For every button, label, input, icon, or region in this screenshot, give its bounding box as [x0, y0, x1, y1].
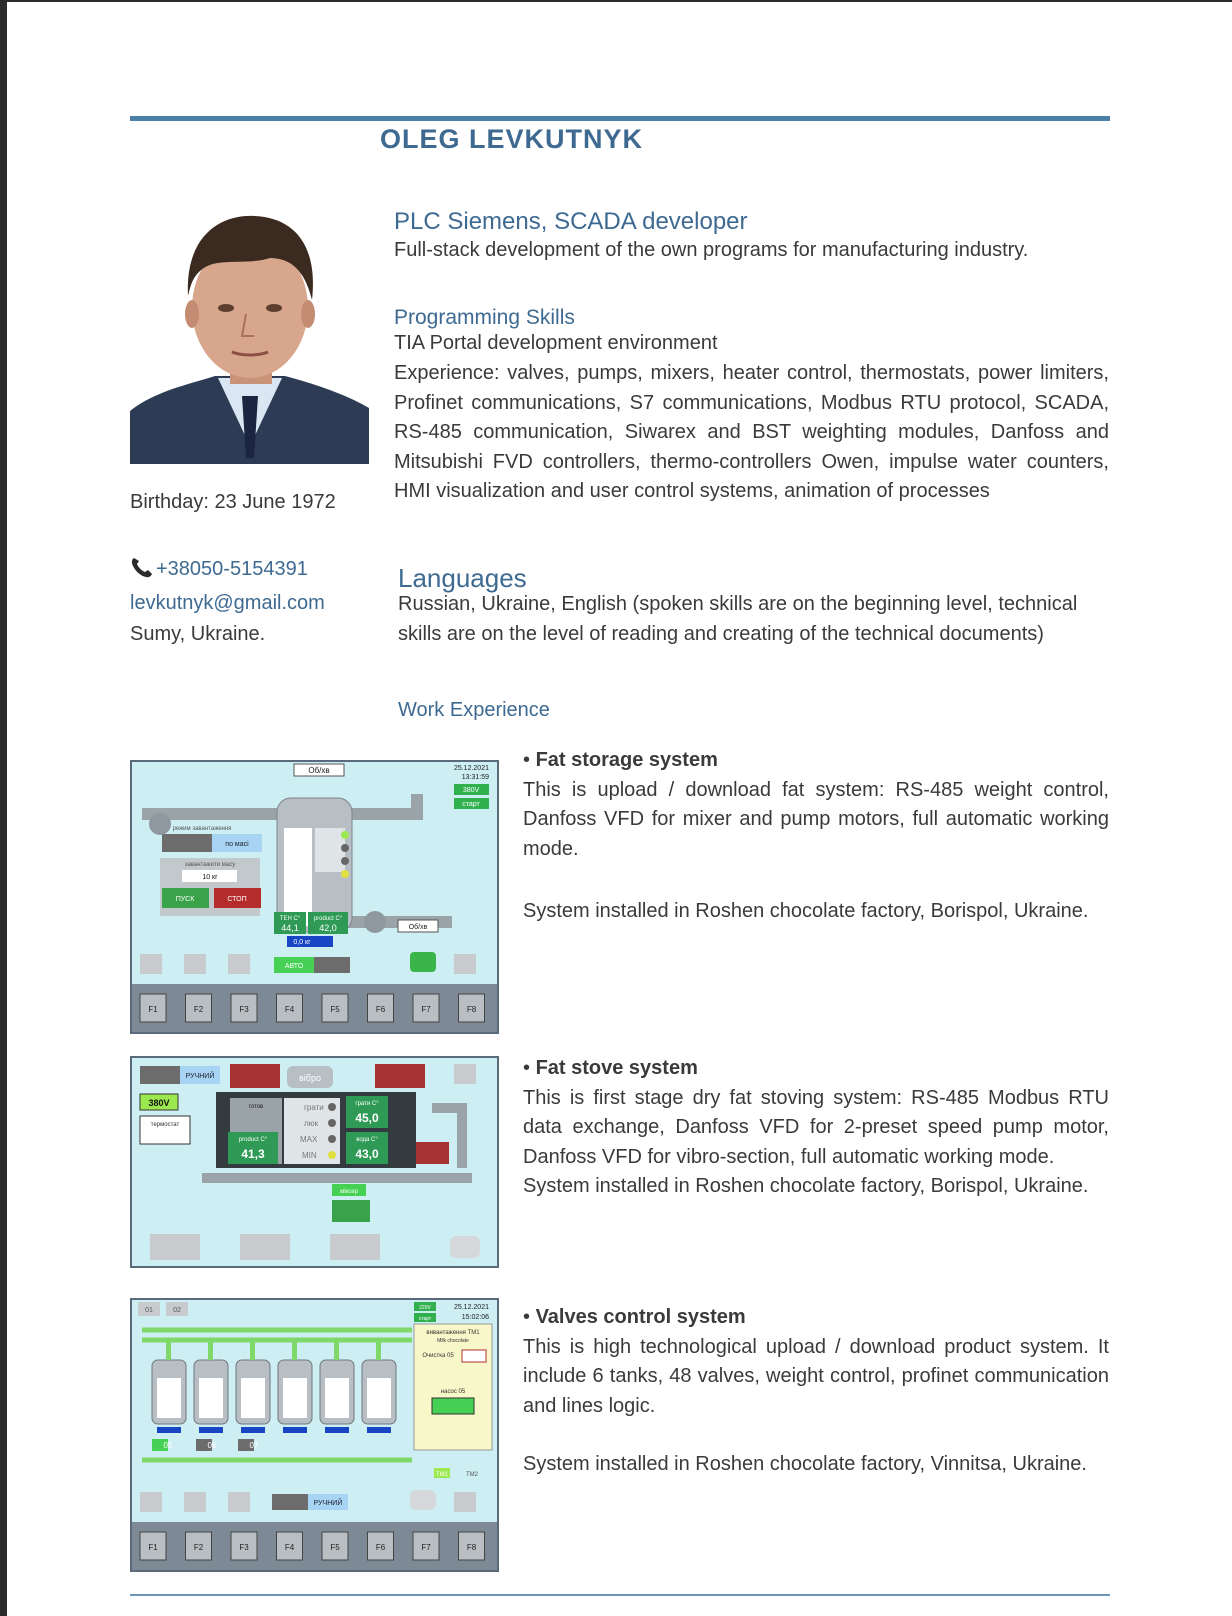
hmi3-unload-label: вивантаження ТМ1: [426, 1330, 480, 1336]
hmi3-tm1: ТМ1: [436, 1472, 448, 1478]
hmi1-ten-value: 44,1: [281, 923, 299, 933]
hmi1-time: 13:31:59: [461, 774, 489, 781]
function-key-label: F3: [239, 1005, 249, 1014]
hmi1-load-label: завантажити масу: [184, 862, 236, 868]
hmi3-time: 15:02:06: [461, 1314, 489, 1321]
profile-photo: [130, 196, 369, 464]
hmi3-line-07[interactable]: 07: [249, 1441, 259, 1450]
languages-heading: Languages: [398, 563, 527, 593]
hmi1-start-button[interactable]: ПУСК: [175, 896, 195, 903]
hmi1-mass: 0,0 кг: [293, 939, 311, 946]
hmi1-product-label: product C°: [313, 916, 343, 922]
phone-number[interactable]: +38050-5154391: [156, 558, 308, 580]
hmi2-volt: 380V: [148, 1098, 170, 1108]
work-item-desc: This is first stage dry fat stoving system: RS-485 Modbus RTU data exchange, Danfoss VFD for 2-preset speed pump motor, Danfoss VFD for vibro-section, full automatic working mode.: [523, 1086, 1109, 1168]
hmi3-tank-tab-02[interactable]: 02: [173, 1307, 181, 1314]
hmi3-line-05[interactable]: 05: [163, 1441, 173, 1450]
tank-level-window: [241, 1378, 265, 1418]
tank-weight-readout: [283, 1427, 307, 1433]
tank-level-window: [283, 1378, 307, 1418]
hmi3-manual-mode[interactable]: РУЧНИЙ: [313, 1500, 343, 1507]
hmi2-product-value: 41,3: [241, 1147, 265, 1161]
window-frame-left: [0, 0, 7, 1616]
hmi1-product-value: 42,0: [319, 923, 337, 933]
hmi1-mode-value: по масі: [225, 841, 249, 848]
hmi1-auto-mode[interactable]: АВТО: [284, 963, 304, 970]
function-key-label: F7: [421, 1005, 431, 1014]
role-title: PLC Siemens, SCADA developer: [394, 208, 748, 235]
hmi2-water-value: 43,0: [355, 1147, 379, 1161]
function-key-label: F2: [193, 1005, 204, 1014]
skills-tia: TIA Portal development environment: [394, 332, 718, 354]
tank-inlet-pipe: [250, 1340, 255, 1360]
hmi1-speed-top: Об/хв: [308, 766, 330, 775]
tank-weight-readout: [325, 1427, 349, 1433]
function-key-label: F3: [239, 1543, 249, 1552]
birthday: Birthday: 23 June 1972: [130, 491, 336, 513]
hmi1-stop-button[interactable]: СТОП: [227, 896, 247, 903]
function-key-label: F2: [193, 1543, 204, 1552]
hmi2-product-c: product C°: [238, 1137, 268, 1143]
location: Sumy, Ukraine.: [130, 623, 266, 645]
tank-inlet-pipe: [208, 1340, 213, 1360]
phone-icon: [130, 556, 156, 584]
skills-heading: Programming Skills: [394, 306, 575, 329]
hmi2-grates-c: грати C°: [355, 1101, 379, 1107]
hmi2-manual-mode[interactable]: РУЧНИЙ: [185, 1073, 215, 1080]
skills-experience: Experience: valves, pumps, mixers, heater control, thermostats, power limiters, Profinet communications, S7 communications, Modbus RTU protocol, SCADA, RS-485 communication, Siwarex and BST weighting modules, Danfoss and Mitsubishi FVD controllers, thermo-controllers Owen, impulse water counters, HMI visualization and user control systems, animation of processes: [394, 362, 1109, 502]
tank-inlet-pipe: [292, 1340, 297, 1360]
function-key-label: F8: [466, 1005, 477, 1014]
work-item-installed: System installed in Roshen chocolate factory, Vinnitsa, Ukraine.: [523, 1453, 1087, 1475]
work-item-installed: System installed in Roshen chocolate factory, Borispol, Ukraine.: [523, 900, 1089, 922]
window-frame-top: [0, 0, 1232, 2]
function-key-label: F1: [148, 1543, 158, 1552]
hmi1-volt: 380V: [462, 787, 480, 794]
tank-level-window: [367, 1378, 391, 1418]
hmi-fat-storage-screenshot: [130, 760, 499, 1034]
hmi3-tank-tab-01[interactable]: 01: [145, 1307, 153, 1314]
work-item-desc: This is high technological upload / download product system. It include 6 tanks, 48 valves, weight control, profinet communication and lines logic.: [523, 1335, 1109, 1417]
email-line[interactable]: [130, 592, 325, 615]
function-key-label: F6: [375, 1005, 386, 1014]
function-key-label: F5: [330, 1005, 340, 1014]
function-key-label: F4: [284, 1543, 295, 1552]
hmi3-tm2: ТМ2: [466, 1472, 478, 1478]
phone-line[interactable]: [130, 556, 308, 584]
tank-level-window: [199, 1378, 223, 1418]
hmi3-milk-label: Milk chocolate: [437, 1338, 469, 1344]
tank-weight-readout: [157, 1427, 181, 1433]
tank-level-window: [157, 1378, 181, 1418]
hmi2-min: MIN: [302, 1151, 317, 1160]
hmi3-clean-label: Очистка 05: [422, 1353, 454, 1359]
hmi1-start: старт: [462, 801, 480, 808]
work-item-2: • Fat stove system This is first stage dry fat stoving system: RS-485 Modbus RTU data exchange, Danfoss VFD for 2-preset speed pump motor, Danfoss VFD for vibro-section, full automatic working mode. System installed in Roshen chocolate factory, Borispol, Ukraine.: [523, 1054, 1109, 1202]
work-item-title: Fat storage system: [535, 749, 718, 771]
tank-level-window: [325, 1378, 349, 1418]
function-key-label: F7: [421, 1543, 431, 1552]
header-rule: [130, 116, 1110, 121]
hmi3-date: 25.12.2021: [453, 1304, 489, 1311]
email-link[interactable]: levkutnyk@gmail.com: [130, 592, 325, 614]
hmi2-thermostat: термостат: [150, 1122, 180, 1128]
hmi1-speed-bottom: Об/хв: [408, 924, 428, 931]
hmi-valves-control-screenshot: [130, 1298, 499, 1572]
hmi3-pump-label: насос 05: [440, 1389, 466, 1395]
work-item-1: • Fat storage system This is upload / download fat system: RS-485 weight control, Danfoss VFD for mixer and pump motors, full automatic working mode. System installed in Roshen chocolate factory, Borispol, Ukraine.: [523, 746, 1109, 929]
tank-weight-readout: [367, 1427, 391, 1433]
hmi3-volt: 220V: [419, 1305, 431, 1311]
function-key-label: F4: [284, 1005, 295, 1014]
hmi2-mixer: міксер: [340, 1189, 358, 1195]
hmi2-vibro: вібро: [299, 1073, 321, 1083]
tank-inlet-pipe: [166, 1340, 171, 1360]
hmi1-date: 25.12.2021: [453, 765, 489, 772]
hmi-fat-stove-screenshot: [130, 1056, 499, 1268]
candidate-name: OLEG LEVKUTNYK: [380, 124, 644, 154]
work-item-desc: This is upload / download fat system: RS-485 weight control, Danfoss VFD for mixer and pump motors, full automatic working mode.: [523, 778, 1109, 860]
tank-inlet-pipe: [334, 1340, 339, 1360]
hmi1-mode-label: режим завантаження: [172, 826, 232, 832]
function-key-label: F1: [148, 1005, 158, 1014]
function-key-label: F8: [466, 1543, 477, 1552]
footer-rule: [130, 1594, 1110, 1596]
work-item-title: Valves control system: [535, 1306, 746, 1328]
hmi1-ten-label: ТЕН С°: [279, 916, 301, 922]
hmi2-max: MAX: [300, 1135, 318, 1144]
hmi2-hatch: люк: [304, 1119, 319, 1128]
hmi2-grates-value: 45,0: [355, 1111, 379, 1125]
tank-weight-readout: [241, 1427, 265, 1433]
hmi2-grates: грати: [304, 1103, 324, 1112]
tank-weight-readout: [199, 1427, 223, 1433]
hmi2-water-c: вода C°: [356, 1137, 378, 1143]
work-heading: Work Experience: [398, 699, 550, 721]
work-item-3: • Valves control system This is high technological upload / download product system. It include 6 tanks, 48 valves, weight control, profinet communication and lines logic. System installed in Roshen chocolate factory, Vinnitsa, Ukraine.: [523, 1303, 1109, 1480]
hmi2-ready: готов: [248, 1104, 264, 1110]
work-item-title: Fat stove system: [535, 1057, 698, 1079]
languages-text: Russian, Ukraine, English (spoken skills are on the beginning level, technical skills are on the level of reading and creating of the technical documents): [398, 593, 1078, 645]
hmi3-start: старт: [418, 1316, 432, 1322]
function-key-label: F5: [330, 1543, 340, 1552]
tank-inlet-pipe: [376, 1340, 381, 1360]
function-key-label: F6: [375, 1543, 386, 1552]
hmi3-line-06[interactable]: 06: [207, 1441, 217, 1450]
role-summary: Full-stack development of the own programs for manufacturing industry.: [394, 239, 1029, 261]
hmi1-load-value: 10 кг: [202, 874, 218, 881]
work-item-installed: System installed in Roshen chocolate factory, Borispol, Ukraine.: [523, 1175, 1089, 1197]
